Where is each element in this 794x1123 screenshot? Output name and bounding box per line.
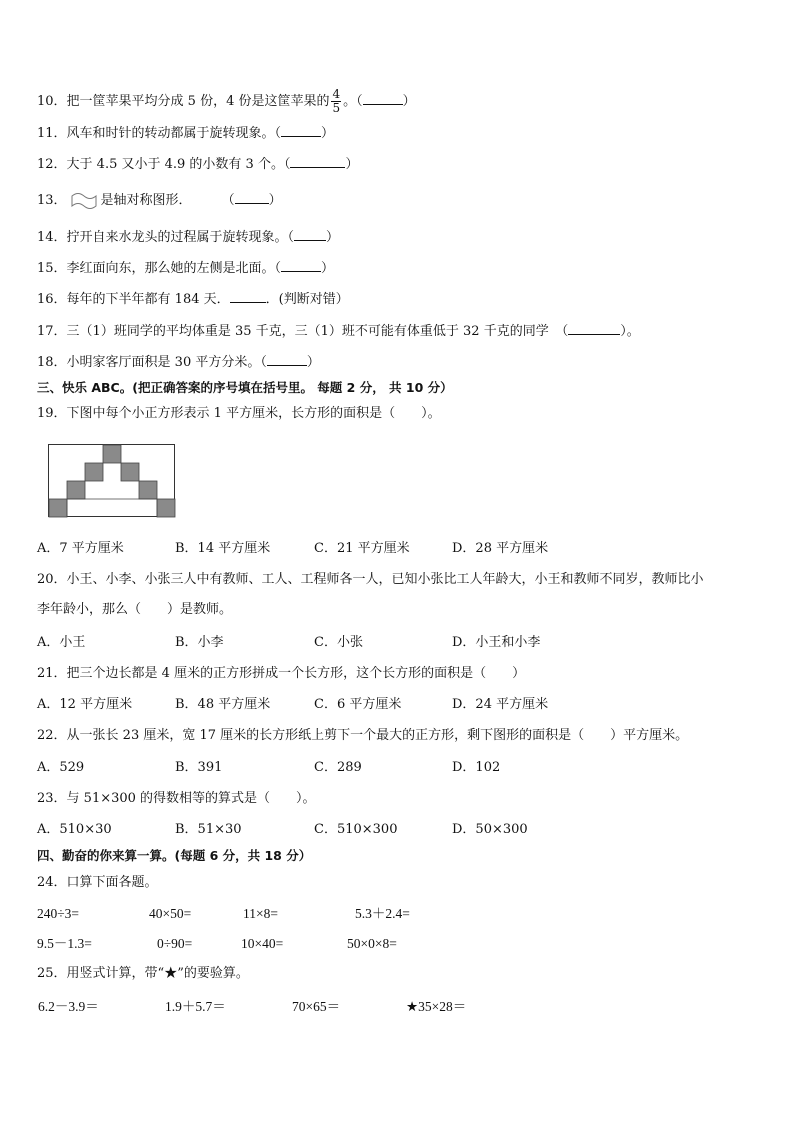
question-16-text: 16．每年的下半年都有 184 天． xyxy=(37,292,230,307)
fraction-four-fifths xyxy=(331,88,341,115)
question-11 xyxy=(37,124,334,143)
question-10-close: ） xyxy=(402,94,416,109)
question-25-text: 25．用竖式计算，带“★”的要验算。 xyxy=(37,966,249,981)
answer-blank[interactable] xyxy=(230,290,266,303)
question-13-number: 13． xyxy=(37,193,67,208)
answer-blank[interactable] xyxy=(568,322,620,335)
question-15 xyxy=(37,259,334,278)
option-d[interactable]: D．50×300 xyxy=(452,822,528,837)
option-c[interactable]: C．510×300 xyxy=(314,822,398,837)
option-b[interactable]: B．391 xyxy=(175,760,223,775)
answer-blank[interactable] xyxy=(363,92,403,105)
staircase-grid-figure xyxy=(48,444,176,518)
fraction-numerator: 4 xyxy=(332,87,341,101)
question-16 xyxy=(37,290,349,309)
question-10-text: 10．把一筐苹果平均分成 5 份，4 份是这筐苹果的 xyxy=(37,94,330,109)
vertical-calc-item: ★35×28＝ xyxy=(406,999,467,1014)
section-4-heading: 四、勤奋的你来算一算。(每题 6 分，共 18 分） xyxy=(37,848,312,863)
option-b[interactable]: B．48 平方厘米 xyxy=(175,697,271,712)
question-14-close: ） xyxy=(326,230,340,245)
option-d[interactable]: D．28 平方厘米 xyxy=(452,541,549,556)
question-13-open: （ xyxy=(221,193,235,208)
wavy-banner-icon xyxy=(67,192,101,210)
question-24-text: 24．口算下面各题。 xyxy=(37,875,158,890)
question-17-text: 17．三（1）班同学的平均体重是 35 千克，三（1）班不可能有体重低于 32 千克的同学 （ xyxy=(37,324,569,339)
question-19-text: 19．下图中每个小正方形表示 1 平方厘米，长方形的面积是（ ）。 xyxy=(37,406,441,421)
answer-blank[interactable] xyxy=(290,155,345,168)
question-21-text: 21．把三个边长都是 4 厘米的正方形拼成一个长方形，这个长方形的面积是（ ） xyxy=(37,666,526,681)
fraction-denominator: 5 xyxy=(332,101,341,115)
question-12-text: 12．大于 4.5 又小于 4.9 的小数有 3 个。（ xyxy=(37,157,291,172)
mental-math-item: 240÷3= xyxy=(37,906,80,921)
question-11-close: ） xyxy=(321,126,335,141)
question-17-close: ）。 xyxy=(620,324,640,339)
answer-blank[interactable] xyxy=(281,259,321,272)
mental-math-item: 50×0×8= xyxy=(347,936,397,951)
question-12-close: ） xyxy=(345,157,359,172)
question-18-close: ） xyxy=(306,355,320,370)
question-11-text: 11．风车和时针的转动都属于旋转现象。（ xyxy=(37,126,282,141)
mental-math-item: 11×8= xyxy=(243,906,278,921)
question-10-open: 。（ xyxy=(343,94,363,109)
question-13 xyxy=(37,191,282,210)
option-c[interactable]: C．小张 xyxy=(314,635,363,650)
option-a[interactable]: A．7 平方厘米 xyxy=(37,541,124,556)
question-17 xyxy=(37,322,640,341)
question-20-line-1: 20．小王、小李、小张三人中有教师、工人、工程师各一人，已知小张比工人年龄大，小王和教师不同岁，教师比小 xyxy=(37,572,704,587)
vertical-calc-item: 70×65＝ xyxy=(292,999,341,1014)
question-10 xyxy=(37,88,416,115)
option-b[interactable]: B．51×30 xyxy=(175,822,242,837)
option-b[interactable]: B．14 平方厘米 xyxy=(175,541,271,556)
mental-math-item: 5.3＋2.4= xyxy=(355,906,410,921)
option-a[interactable]: A．529 xyxy=(37,760,85,775)
option-d[interactable]: D．小王和小李 xyxy=(452,635,541,650)
vertical-calc-item: 1.9＋5.7＝ xyxy=(165,999,226,1014)
question-15-close: ） xyxy=(321,261,335,276)
question-22-text: 22．从一张长 23 厘米，宽 17 厘米的长方形纸上剪下一个最大的正方形，剩下图形的面积是（ ）平方厘米。 xyxy=(37,728,689,743)
answer-blank[interactable] xyxy=(235,191,269,204)
option-d[interactable]: D．24 平方厘米 xyxy=(452,697,549,712)
answer-blank[interactable] xyxy=(294,228,326,241)
answer-blank[interactable] xyxy=(267,353,307,366)
answer-blank[interactable] xyxy=(281,124,321,137)
question-12 xyxy=(37,155,358,174)
option-c[interactable]: C．6 平方厘米 xyxy=(314,697,402,712)
mental-math-item: 9.5－1.3= xyxy=(37,936,92,951)
mental-math-item: 0÷90= xyxy=(157,936,193,951)
vertical-calc-item: 6.2－3.9＝ xyxy=(38,999,99,1014)
question-18-text: 18．小明家客厅面积是 30 平方分米。（ xyxy=(37,355,267,370)
section-3-heading: 三、快乐 ABC。(把正确答案的序号填在括号里。 每题 2 分， 共 10 分） xyxy=(37,380,453,395)
question-13-close: ） xyxy=(268,193,282,208)
question-23-text: 23．与 51×300 的得数相等的算式是（ ）。 xyxy=(37,791,316,806)
mental-math-item: 10×40= xyxy=(241,936,284,951)
question-13-text: 是轴对称图形． xyxy=(100,193,192,208)
option-d[interactable]: D．102 xyxy=(452,760,501,775)
option-a[interactable]: A．小王 xyxy=(37,635,86,650)
question-20-line-2: 李年龄小，那么（ ）是教师。 xyxy=(37,602,233,617)
option-b[interactable]: B．小李 xyxy=(175,635,224,650)
question-18 xyxy=(37,353,320,372)
option-a[interactable]: A．12 平方厘米 xyxy=(37,697,133,712)
mental-math-item: 40×50= xyxy=(149,906,192,921)
question-15-text: 15．李红面向东，那么她的左侧是北面。（ xyxy=(37,261,282,276)
question-14 xyxy=(37,228,339,247)
question-14-text: 14．拧开自来水龙头的过程属于旋转现象。（ xyxy=(37,230,295,245)
question-16-suffix: ．(判断对错） xyxy=(265,292,349,307)
option-c[interactable]: C．289 xyxy=(314,760,362,775)
option-a[interactable]: A．510×30 xyxy=(37,822,112,837)
option-c[interactable]: C．21 平方厘米 xyxy=(314,541,410,556)
